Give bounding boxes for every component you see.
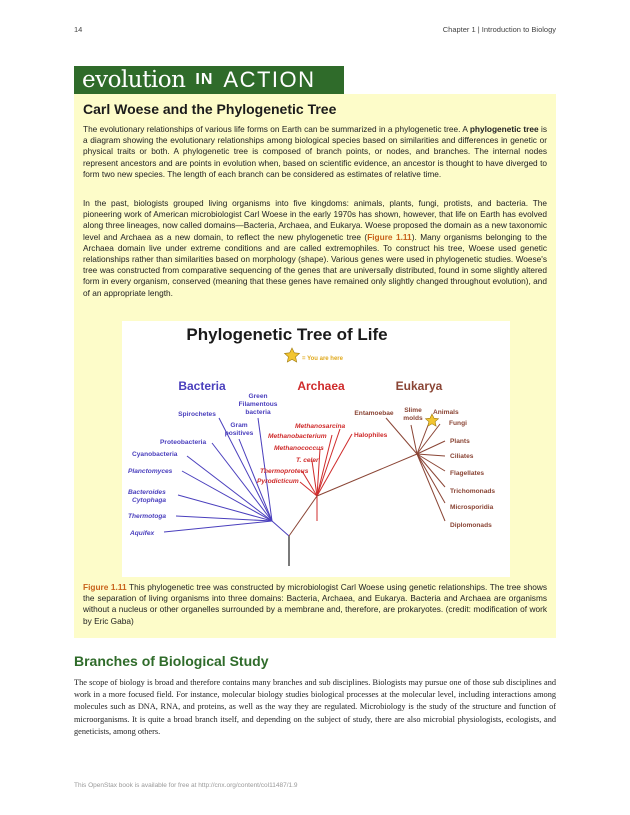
label-proteobacteria: Proteobacteria <box>160 439 207 446</box>
label-gram-positives-2: positives <box>224 430 254 437</box>
banner-word-in: IN <box>195 71 214 88</box>
section-heading: Branches of Biological Study <box>74 653 269 669</box>
phylogenetic-tree-figure <box>122 321 510 577</box>
label-plants: Plants <box>450 438 470 445</box>
label-green-filamentous-1: Green <box>248 393 268 400</box>
label-aquifex: Aquifex <box>130 530 155 537</box>
label-bacteroides-1: Bacteroides <box>128 489 166 496</box>
label-animals: Animals <box>433 409 459 416</box>
branch-entamoebae <box>386 418 417 454</box>
branch-diplomonads <box>417 454 445 521</box>
you-are-here-legend <box>285 348 344 362</box>
branch-slime-molds <box>411 425 417 454</box>
label-fungi: Fungi <box>449 420 467 427</box>
branch-trichomonads <box>417 454 445 487</box>
label-ciliates: Ciliates <box>450 453 474 460</box>
branch-pyrodicticum <box>300 482 317 496</box>
key-term-phylogenetic-tree: phylogenetic tree <box>469 124 539 134</box>
branch-fungi <box>417 424 440 454</box>
section-body: The scope of biology is broad and therefore contains many branches and sub disciplines. Biologists may pursue one of those sub disciplines and work in a more focused field. For instance, molecular biology studies biological processes at the molecular level, including interactions among molecules such as DNA, RNA, and proteins, as well as the way they are regulated. Microbiology is the study of the structure and function of microorganisms. It is quite a broad branch itself, and depending on the subject of study, there are also microbial physiologists, ecologists, and geneticists, among others. <box>74 678 556 736</box>
label-pyrodicticum: Pyrodicticum <box>257 478 299 485</box>
branch-bacteria-trunk <box>272 521 289 536</box>
label-methanobacterium: Methanobacterium <box>268 433 327 440</box>
para2-text-b: ). Many organisms belonging to the Archaea domain live under extreme conditions and are called extremophiles. To construct his tree, Woese used genetic relationships rather than similarities based on morphology (shape). Various genes were used in phylogenetic studies. Woese's tree was constructed from comparative sequencing of the genes that are universally distributed, found in some slightly altered form in every organism, conserved (meaning that these genes have remained only slightly changed throughout evolution), and of an appropriate length. <box>83 231 547 298</box>
chapter-header: Chapter 1 | Introduction to Biology <box>442 25 556 34</box>
para1-text-b: is a diagram showing the evolutionary relationships among biological species based on similarities and differences in genetic or physical traits or both. A phylogenetic tree is composed of branch points, or nodes, and branches. The internal nodes represent ancestors and are points in evolution when, based on scientific evidence, an ancestor is thought to have diverged to form two new species. The length of each branch can be considered as estimates of relative time. <box>83 124 547 179</box>
label-cyanobacteria: Cyanobacteria <box>132 451 178 458</box>
domain-bacteria: Bacteria <box>178 379 226 393</box>
eukarya-branches <box>317 415 445 521</box>
banner-word-evolution: evolution <box>82 67 186 93</box>
branch-microsporidia <box>417 454 445 503</box>
archaea-branches <box>300 429 352 521</box>
para1-text-a: The evolutionary relationships of various life forms on Earth can be summarized in a phylogenetic tree. A <box>83 124 470 134</box>
label-flagellates: Flagellates <box>450 470 485 477</box>
figure-caption <box>83 582 547 627</box>
label-planctomyces: Planctomyces <box>128 468 173 475</box>
label-slime-molds-2: molds <box>403 415 423 422</box>
star-icon <box>285 348 300 362</box>
label-bacteroides-2: Cytophaga <box>132 497 167 504</box>
label-green-filamentous-2: Filamentous <box>238 401 278 408</box>
feature-paragraph-2 <box>83 198 547 299</box>
caption-text: This phylogenetic tree was constructed by microbiologist Carl Woese using genetic relationships. The tree shows the separation of living organisms into three domains: Bacteria, Archaea, and Eukarya. Bacteria and Archaea are organisms without a nucleus or other organelles surrounded by a membrane and, therefore, are prokaryotes. (credit: modification of work by Eric Gaba) <box>83 582 548 626</box>
label-gram-positives-1: Gram <box>230 422 248 429</box>
footer-text: This OpenStax book is available for free at http://cnx.org/content/col11487/1.9 <box>74 782 298 789</box>
branch-halophiles <box>317 434 352 496</box>
para2-text-a: In the past, biologists grouped living organisms into five kingdoms: animals, plants, fungi, protists, and bacteria. The pioneering work of American microbiologist Carl Woese in the early 1970s has shown, however, that life on Earth has evolved along three lineages, now called domains—Bacteria, Archaea, and Eukarya. Woese proposed the domain as a new taxonomic level and Archaea as a new domain, to reflect the new phylogenetic tree ( <box>83 198 547 242</box>
label-entamoebae: Entamoebae <box>354 410 394 417</box>
branch-aquifex <box>164 521 272 532</box>
phylogenetic-tree-svg <box>122 321 510 577</box>
feature-title: Carl Woese and the Phylogenetic Tree <box>83 101 337 117</box>
branch-t-celer <box>312 461 317 496</box>
label-diplomonads: Diplomonads <box>450 522 492 529</box>
branch-eukarya-trunk <box>317 454 417 496</box>
label-green-filamentous-3: bacteria <box>245 409 271 416</box>
legend-text: = You are here <box>302 356 343 362</box>
figure-title: Phylogenetic Tree of Life <box>186 325 388 344</box>
evolution-in-action-banner <box>74 66 344 94</box>
label-spirochetes: Spirochetes <box>178 411 216 418</box>
figure-link[interactable]: Figure 1.11 <box>367 231 412 242</box>
label-thermoproteus: Thermoproteus <box>260 468 309 475</box>
caption-label: Figure 1.11 <box>83 582 127 592</box>
label-slime-molds-1: Slime <box>404 407 422 414</box>
label-t-celer: T. celer <box>296 457 319 464</box>
feature-box <box>74 94 556 638</box>
label-methanococcus: Methanococcus <box>274 445 324 452</box>
label-trichomonads: Trichomonads <box>450 488 496 495</box>
domain-archaea: Archaea <box>297 379 345 393</box>
feature-paragraph-1 <box>83 124 547 180</box>
page-number: 14 <box>74 25 83 34</box>
label-microsporidia: Microsporidia <box>450 504 494 511</box>
branch-ciliates <box>417 454 445 456</box>
branch-flagellates <box>417 454 445 471</box>
label-methanosarcina: Methanosarcina <box>295 423 346 430</box>
label-thermotoga: Thermotoga <box>128 513 167 520</box>
branch-archaea-eukarya-trunk <box>289 496 317 536</box>
banner-word-action: ACTION <box>223 67 316 92</box>
domain-eukarya: Eukarya <box>395 379 443 393</box>
label-halophiles: Halophiles <box>354 432 388 439</box>
